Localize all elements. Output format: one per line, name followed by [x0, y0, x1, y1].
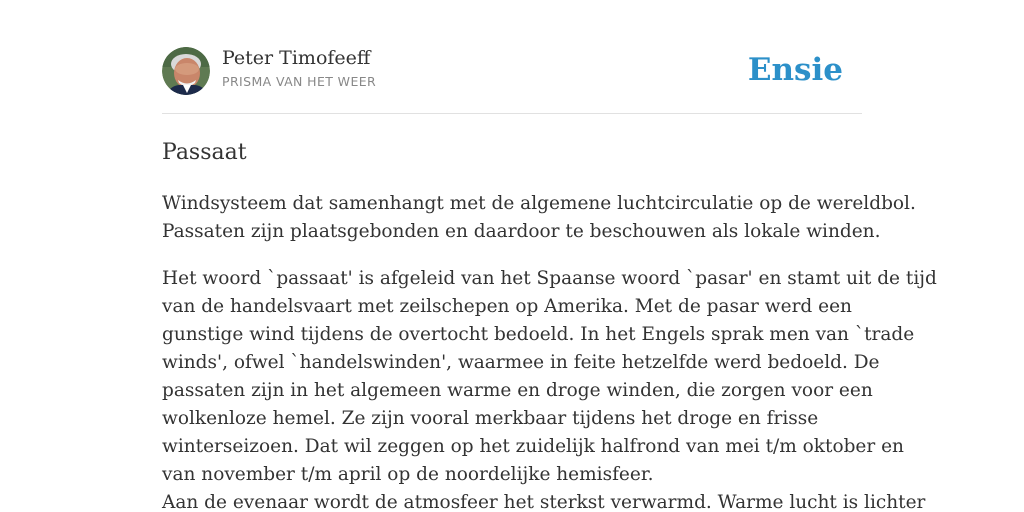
author-avatar[interactable]: [162, 47, 210, 95]
paragraph-line: wolkenloze hemel. Ze zijn vooral merkbaar tijdens het droge en frisse: [162, 408, 819, 429]
paragraph-line: Aan de evenaar wordt de atmosfeer het sterkst verwarmd. Warme lucht is lichter: [162, 492, 926, 512]
paragraph-line: gunstige wind tijdens de overtocht bedoeld. In het Engels sprak men van `trade: [162, 324, 915, 345]
header: [162, 46, 862, 96]
article-body: [162, 190, 937, 512]
paragraph-line: passaten zijn in het algemeen warme en droge winden, die zorgen voor een: [162, 380, 873, 401]
paragraph-line: winterseizoen. Dat wil zeggen op het zuidelijk halfrond van mei t/m oktober en: [162, 436, 904, 457]
paragraph-2: [162, 265, 937, 512]
paragraph-line: Windsysteem dat samenhangt met de algemene luchtcirculatie op de wereldbol.: [162, 193, 916, 214]
brand-logo[interactable]: Ensie: [747, 52, 843, 88]
article-title: Passaat: [162, 140, 247, 165]
paragraph-line: winds', ofwel `handelswinden', waarmee in feite hetzelfde werd bedoeld. De: [162, 352, 880, 373]
author-name[interactable]: Peter Timofeeff: [222, 47, 371, 69]
author-subtitle[interactable]: PRISMA VAN HET WEER: [222, 74, 377, 89]
header-divider: [162, 113, 862, 114]
paragraph-line: van november t/m april op de noordelijke hemisfeer.: [162, 464, 654, 485]
paragraph-1: [162, 190, 916, 246]
avatar-photo: [162, 47, 210, 95]
paragraph-line: Het woord `passaat' is afgeleid van het Spaanse woord `pasar' en stamt uit de tijd: [162, 268, 937, 289]
paragraph-line: Passaten zijn plaatsgebonden en daardoor te beschouwen als lokale winden.: [162, 221, 881, 242]
paragraph-line: van de handelsvaart met zeilschepen op Amerika. Met de pasar werd een: [162, 296, 852, 317]
